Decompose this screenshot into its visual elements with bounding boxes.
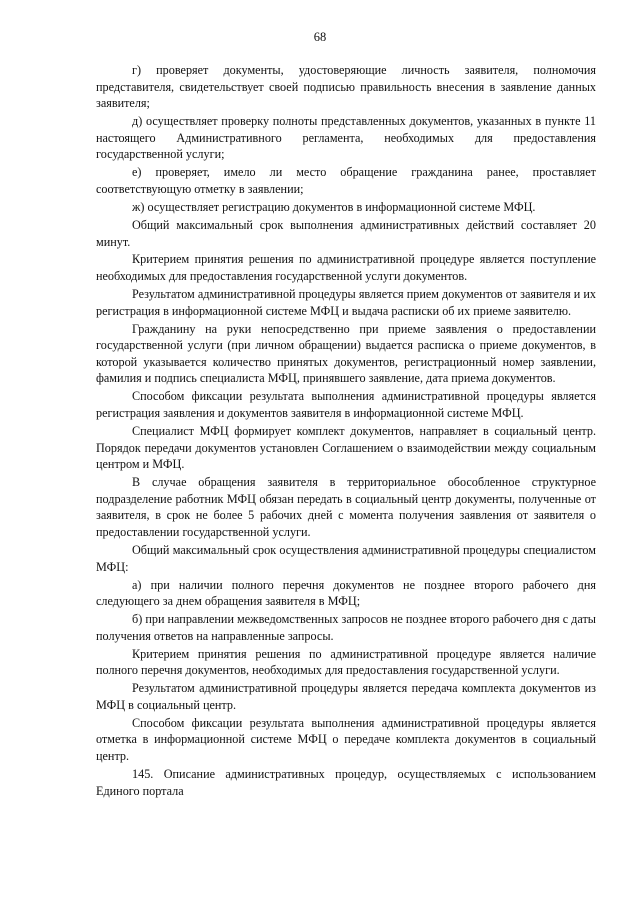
page-number: 68 [313, 30, 327, 44]
paragraph: Способом фиксации результата выполнения административной процедуры является отметка в информационной системе МФЦ о передаче комплекта документов в социальный центр. [96, 715, 596, 763]
document-body [96, 62, 596, 801]
paragraph: Результатом административной процедуры является передача комплекта документов из МФЦ в социальный центр. [96, 681, 596, 712]
paragraph: д) осуществляет проверку полноты представленных документов, указанных в пункте 11 настоящего Административного регламента, необходимых для предоставления государственной услуги; [96, 114, 596, 162]
paragraph: Специалист МФЦ формирует комплект документов, направляет в социальный центр. Порядок передачи документов установлен Соглашением о взаимодействии между социальным центром и МФЦ. [96, 423, 596, 472]
paragraph: б) при направлении межведомственных запросов не позднее второго рабочего дня с даты получения ответов на направленные запросы. [96, 612, 596, 643]
paragraph: ж) осуществляет регистрацию документов в информационной системе МФЦ. [132, 199, 536, 214]
paragraph: г) проверяет документы, удостоверяющие личность заявителя, полномочия представителя, свидетельствует своей подписью правильность внесения в заявление данных заявителя; [96, 63, 596, 111]
paragraph: 145. Описание административных процедур, осуществляемых с использованием Единого портала [96, 766, 596, 798]
paragraph: е) проверяет, имело ли место обращение гражданина ранее, проставляет соответствующую отметку в заявлении; [96, 165, 596, 196]
paragraph: В случае обращения заявителя в территориальное обособленное структурное подразделение работник МФЦ обязан передать в социальный центр документы, полученные от заявителя, в срок не более 5 рабочих дней с момента получения заявления от заявителя о предоставлении государственной услуги. [96, 475, 596, 539]
paragraph: Общий максимальный срок осуществления административной процедуры специалистом МФЦ: [96, 542, 596, 574]
paragraph: Критерием принятия решения по административной процедуре является поступление необходимых для предоставления государственной услуги документов. [96, 252, 596, 284]
paragraph: Критерием принятия решения по административной процедуре является наличие полного перечня документов, необходимых для предоставления государственной услуги. [96, 646, 596, 678]
paragraph: Гражданину на руки непосредственно при приеме заявления о предоставлении государственной услуги (при личном обращении) выдается расписка о приеме документов, в которой указывается количество принятых документов, регистрационный номер заявлении, фамилия и подпись специалиста МФЦ, принявшего заявление, дата приема документов. [96, 321, 596, 386]
paragraph: а) при наличии полного перечня документов не позднее второго рабочего дня следующего за днем обращения заявителя в МФЦ; [96, 577, 596, 609]
paragraph: Способом фиксации результата выполнения административной процедуры является регистрация заявления и документов заявителя в информационной системе МФЦ. [96, 389, 596, 420]
paragraph: Общий максимальный срок выполнения административных действий составляет 20 минут. [96, 217, 596, 249]
paragraph: Результатом административной процедуры является прием документов от заявителя и их регистрация в информационной системе МФЦ и выдача расписки об их приеме заявителю. [96, 287, 596, 318]
